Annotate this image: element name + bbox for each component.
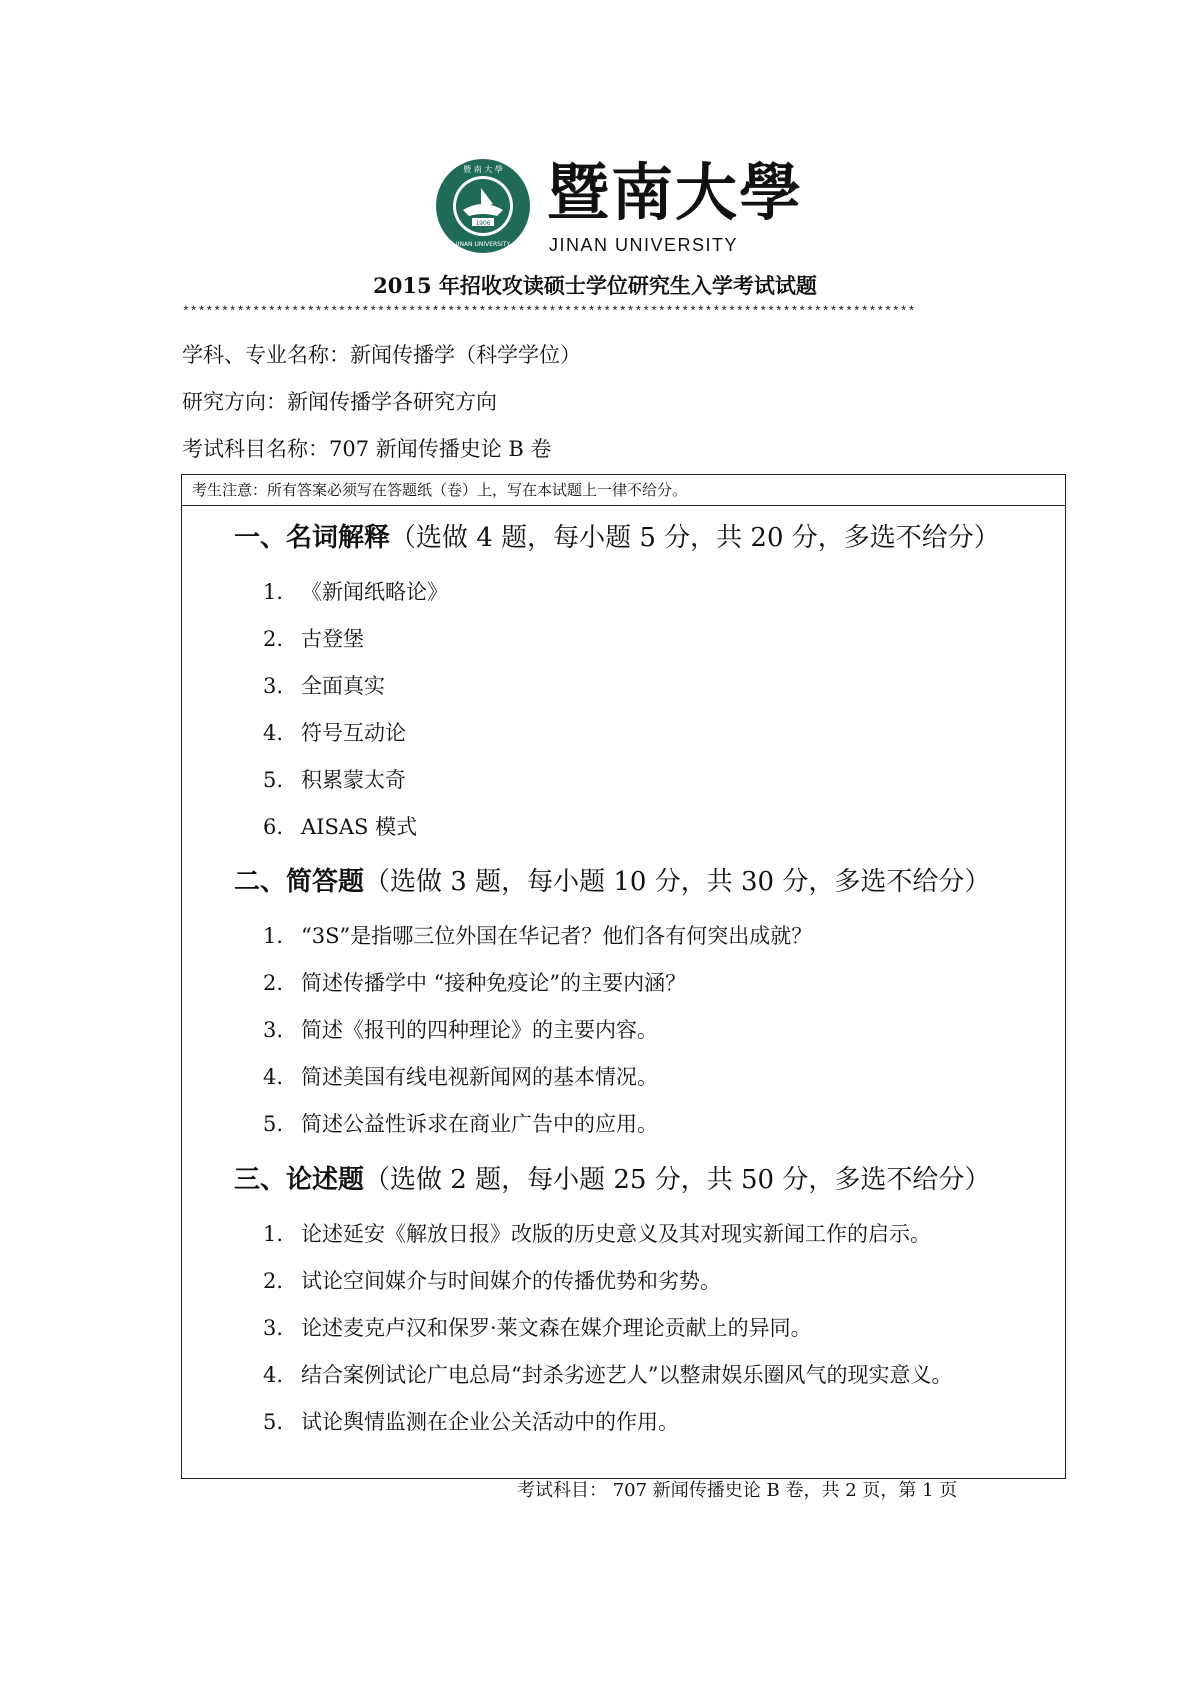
section-head: 三、论述题 [234, 1165, 365, 1195]
question-text: 论述麦克卢汉和保罗·莱文森在媒介理论贡献上的异同。 [301, 1316, 812, 1340]
question-number: 2. [263, 1269, 284, 1293]
question-item [263, 1109, 658, 1139]
question-text: 符号互动论 [301, 721, 406, 745]
subject-major: 学科、专业名称：新闻传播学（科学学位） [182, 343, 581, 367]
question-item [263, 1219, 931, 1249]
question-item [263, 624, 364, 654]
notice-text: 考生注意：所有答案必须写在答题纸（卷）上，写在本试题上一律不给分。 [192, 481, 688, 499]
question-text: “3S”是指哪三位外国在华记者？他们各有何突出成就？ [301, 924, 813, 948]
question-item [263, 812, 417, 842]
question-number: 2. [263, 971, 284, 995]
section-title-1 [234, 520, 1000, 556]
question-item [263, 1360, 952, 1390]
seal-text-bottom: JINAN UNIVERSITY [455, 241, 511, 248]
question-item [263, 1407, 679, 1437]
question-text: AISAS 模式 [301, 815, 418, 839]
question-number: 3. [263, 1018, 284, 1042]
question-text: 试论空间媒介与时间媒介的传播优势和劣势。 [301, 1269, 721, 1293]
university-name-cn: 暨南大學 [547, 156, 804, 229]
question-item [263, 921, 812, 951]
question-number: 4. [263, 1363, 284, 1387]
question-item [263, 968, 686, 998]
question-number: 1. [263, 924, 284, 948]
question-number: 5. [263, 768, 284, 792]
question-item [263, 718, 406, 748]
research-direction: 研究方向：新闻传播学各研究方向 [182, 390, 497, 414]
section-note: （选做 2 题，每小题 25 分，共 50 分，多选不给分） [364, 1165, 991, 1195]
question-item [263, 1015, 658, 1045]
question-item [263, 577, 448, 607]
question-text: 积累蒙太奇 [301, 768, 406, 792]
section-head: 二、简答题 [234, 867, 365, 897]
question-text: 结合案例试论广电总局“封杀劣迹艺人”以整肃娱乐圈风气的现实意义。 [301, 1363, 953, 1387]
university-seal-icon [435, 158, 531, 254]
question-number: 4. [263, 1065, 284, 1089]
question-text: 简述公益性诉求在商业广告中的应用。 [301, 1112, 658, 1136]
exam-title: 2015 年招收攻读硕士学位研究生入学考试试题 [373, 273, 817, 298]
question-number: 1. [263, 1222, 284, 1246]
question-text: 古登堡 [301, 627, 364, 651]
question-item [263, 1062, 658, 1092]
star-divider: ********************************************************************************************** [182, 304, 916, 319]
question-text: 全面真实 [301, 674, 385, 698]
question-item [263, 1313, 812, 1343]
university-name-en: JINAN UNIVERSITY [549, 235, 739, 255]
question-item [263, 765, 406, 795]
question-number: 4. [263, 721, 284, 745]
university-logo [435, 156, 804, 258]
question-number: 2. [263, 627, 284, 651]
question-text: 论述延安《解放日报》改版的历史意义及其对现实新闻工作的启示。 [301, 1222, 931, 1246]
page-footer: 考试科目： 707 新闻传播史论 B 卷，共 2 页，第 1 页 [517, 1480, 958, 1501]
question-text: 简述美国有线电视新闻网的基本情况。 [301, 1065, 658, 1089]
question-text: 简述传播学中 “接种免疫论”的主要内涵？ [301, 971, 687, 995]
section-title-3 [234, 1162, 990, 1198]
question-number: 3. [263, 674, 284, 698]
section-note: （选做 4 题，每小题 5 分，共 20 分，多选不给分） [390, 523, 1000, 553]
question-text: 试论舆情监测在企业公关活动中的作用。 [301, 1410, 679, 1434]
question-text: 简述《报刊的四种理论》的主要内容。 [301, 1018, 658, 1042]
exam-subject: 考试科目名称：707 新闻传播史论 B 卷 [182, 437, 552, 461]
seal-year: 1906 [475, 220, 491, 227]
section-title-2 [234, 864, 990, 900]
question-text: 《新闻纸略论》 [301, 580, 448, 604]
question-number: 5. [263, 1410, 284, 1434]
section-note: （选做 3 题，每小题 10 分，共 30 分，多选不给分） [364, 867, 991, 897]
question-number: 1. [263, 580, 284, 604]
section-head: 一、名词解释 [234, 523, 391, 553]
seal-text-top: 暨 南 大 學 [463, 165, 503, 174]
question-item [263, 1266, 721, 1296]
notice-box [181, 474, 1066, 506]
question-number: 6. [263, 815, 284, 839]
question-number: 3. [263, 1316, 284, 1340]
question-item [263, 671, 385, 701]
question-number: 5. [263, 1112, 284, 1136]
